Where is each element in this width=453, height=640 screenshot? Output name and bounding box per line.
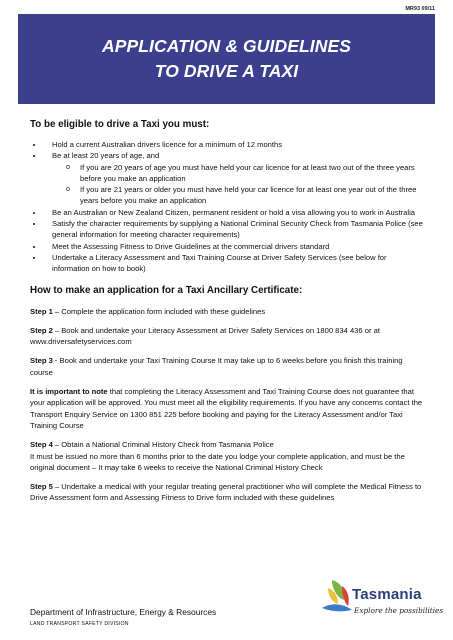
step-3: [30, 355, 426, 378]
step-3-text: - Book and undertake your Taxi Training Course It may take up to 6 weeks before you finish this training course: [30, 356, 403, 377]
eligibility-item: [44, 150, 426, 206]
step-2-text: – Book and undertake your Literacy Assessment at Driver Safety Services on 1800 834 436 or at www.driversafetyservices.com: [30, 325, 380, 347]
document-code: MR93 09/11: [405, 6, 435, 12]
age-sublist: [52, 162, 426, 207]
age-subitem: o If you are 21 years or older you must have held your car licence for at least one year out of the three years before you make an application: [66, 184, 426, 207]
division-name: LAND TRANSPORT SAFETY DIVISION: [30, 621, 129, 627]
step-3-label: Step 3: [30, 356, 53, 366]
eligibility-list: [30, 139, 426, 275]
howto-heading: How to make an application for a Taxi Ancillary Certificate:: [30, 284, 303, 296]
logo-tagline: Explore the possibilities: [354, 606, 444, 615]
eligibility-item-text: Be at least 20 years of age, and: [52, 151, 160, 161]
document-body: [30, 118, 426, 504]
department-name: Department of Infrastructure, Energy & Resources: [30, 607, 217, 617]
step-1: [30, 306, 426, 317]
eligibility-item: • Be an Australian or New Zealand Citizen, permanent resident or hold a visa allowing you to work in Australia: [44, 207, 426, 218]
step-1-text: – Complete the application form included with these guidelines: [52, 306, 266, 316]
step-5: [30, 481, 426, 504]
logo-wordmark: Tasmania: [352, 586, 422, 603]
step-4: [30, 439, 426, 473]
important-text: that completing the Literacy Assessment and Taxi Training Course does not guarantee that your application will be approved. You must meet all the eligibility requirements. If you have any concerns contact the Transport Enquiry Service on 1300 851 225 before booking and paying for the Literacy Assessment and/or Taxi Training Course: [30, 387, 423, 430]
eligibility-item: • Hold a current Australian drivers licence for a minimum of 12 months: [44, 139, 426, 150]
step-5-label: Step 5: [30, 482, 53, 492]
title-line-2: TO DRIVE A TAXI: [154, 61, 299, 81]
age-subitem: o If you are 20 years of age you must have held your car licence for at least two out of the three years before you make an application: [66, 162, 426, 185]
eligibility-item: • Satisfy the character requirements by supplying a National Criminal Security Check from Tasmania Police (see general information for meeting character requirements): [44, 218, 426, 241]
step-4-detail: It must be issued no more than 6 months prior to the date you lodge your complete application, and must be the original document – It may take 6 weeks to receive the National Criminal History Check: [30, 451, 405, 472]
step-2: [30, 325, 426, 348]
title-banner: [18, 14, 435, 104]
step-2-label: Step 2: [30, 325, 53, 335]
eligibility-item: • Meet the Assessing Fitness to Drive Guidelines at the commercial drivers standard: [44, 241, 426, 252]
important-label: It is important to note: [30, 387, 108, 397]
important-note: [30, 386, 426, 431]
step-5-text: – Undertake a medical with your regular treating general practitioner who will complete the Medical Fitness to Drive Assessment form and Assessing Fitness to Drive form included with these guidelines: [30, 482, 422, 503]
eligibility-heading: To be eligible to drive a Taxi you must:: [30, 119, 210, 130]
step-1-label: Step 1: [30, 306, 53, 316]
title-line-1: APPLICATION & GUIDELINES: [101, 36, 352, 56]
step-4-text: – Obtain a National Criminal History Check from Tasmania Police: [52, 440, 274, 450]
step-4-label: Step 4: [30, 440, 53, 450]
eligibility-item: • Undertake a Literacy Assessment and Taxi Training Course at Driver Safety Services (see below for information on how to book): [44, 252, 426, 275]
